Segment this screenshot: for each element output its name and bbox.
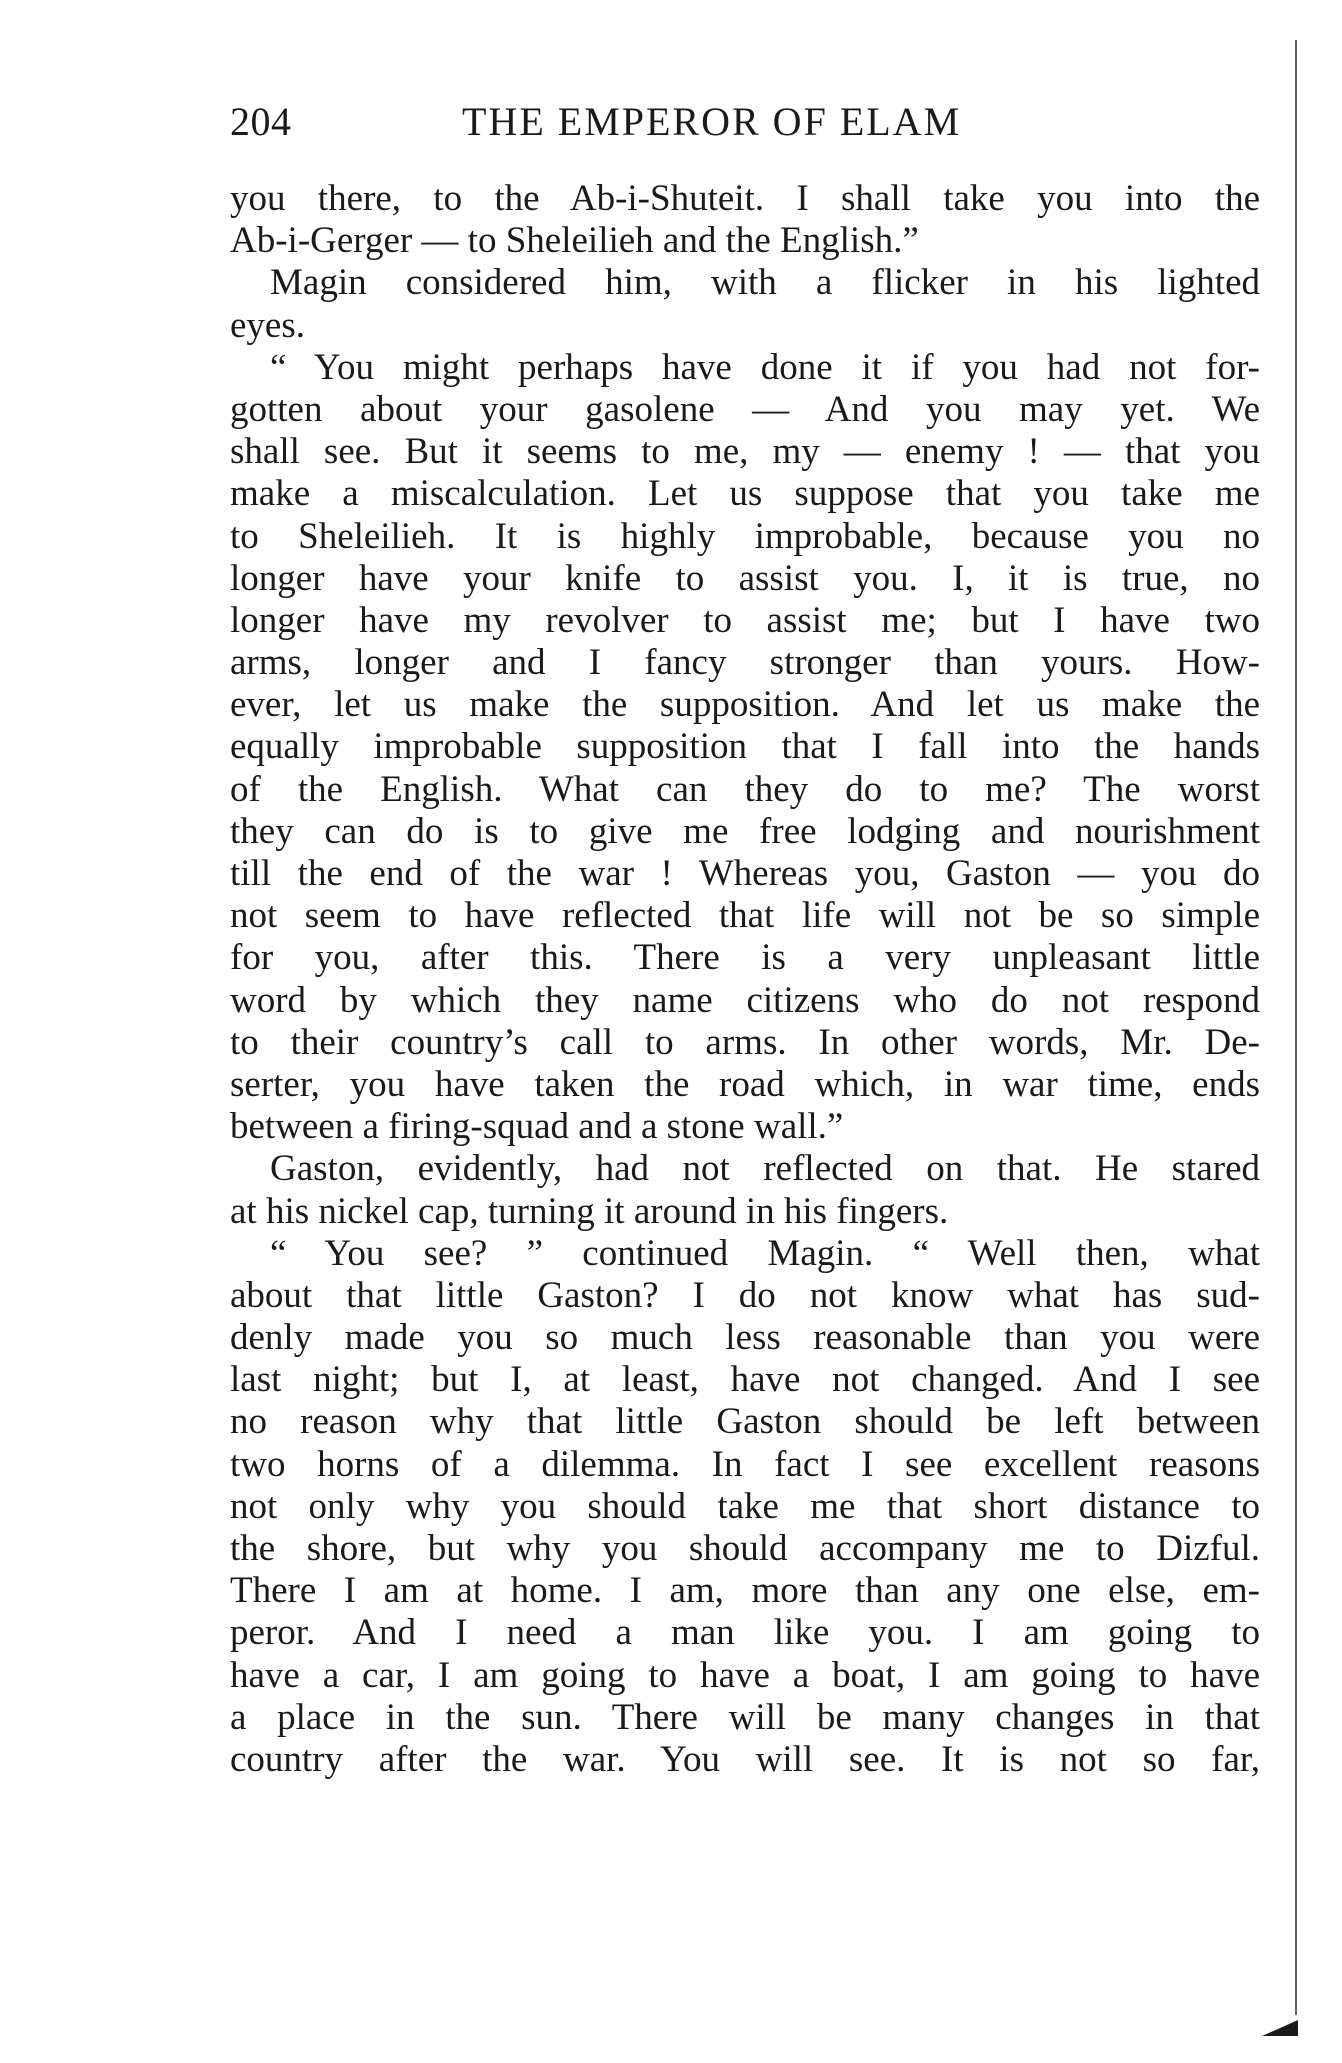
text-line: till the end of the war ! Whereas you, Gaston — you do: [230, 853, 1260, 894]
text-line: no reason why that little Gaston should be left between: [230, 1401, 1260, 1443]
running-title: THE EMPEROR OF ELAM: [462, 99, 962, 144]
text-line: have a car, I am going to have a boat, I am going to have: [230, 1654, 1260, 1696]
text-line: to their country’s call to arms. In other words, Mr. De-: [230, 1021, 1260, 1063]
page-header: [230, 98, 1260, 158]
text-line: eyes.: [230, 304, 305, 346]
text-line: serter, you have taken the road which, in war time, ends: [230, 1063, 1260, 1105]
text-line: equally improbable supposition that I fall into the hands: [230, 726, 1260, 768]
text-line: not only why you should take me that short distance to: [230, 1485, 1260, 1527]
page-edge-rule: [1295, 40, 1297, 2015]
text-line: you there, to the Ab-i-Shuteit. I shall take you into the: [230, 178, 1260, 219]
text-line: not seem to have reflected that life will not be so simple: [230, 895, 1260, 937]
text-line: denly made you so much less reasonable than you were: [230, 1317, 1260, 1359]
text-line: last night; but I, at least, have not changed. And I see: [230, 1359, 1260, 1401]
text-line: ever, let us make the supposition. And let us make the: [230, 684, 1260, 726]
text-line: about that little Gaston? I do not know what has sud-: [230, 1274, 1260, 1316]
text-line: longer have your knife to assist you. I, it is true, no: [230, 557, 1260, 599]
text-line: between a firing-squad and a stone wall.”: [230, 1106, 844, 1148]
text-line: “ You see? ” continued Magin. “ Well then, what: [270, 1232, 1260, 1274]
text-line: Gaston, evidently, had not reflected on that. He stared: [270, 1148, 1260, 1190]
text-line: the shore, but why you should accompany me to Dizful.: [230, 1528, 1260, 1569]
text-line: two horns of a dilemma. In fact I see excellent reasons: [230, 1443, 1260, 1485]
text-line: shall see. But it seems to me, my — enemy ! — that you: [230, 431, 1260, 473]
text-line: of the English. What can they do to me? The worst: [230, 768, 1260, 810]
text-line: to Sheleilieh. It is highly improbable, because you no: [230, 515, 1260, 557]
text-line: arms, longer and I fancy stronger than yours. How-: [230, 642, 1260, 684]
text-line: at his nickel cap, turning it around in his fingers.: [230, 1190, 949, 1232]
text-line: There I am at home. I am, more than any one else, em-: [230, 1570, 1260, 1612]
text-line: make a miscalculation. Let us suppose that you take me: [230, 473, 1260, 515]
text-line: longer have my revolver to assist me; but I have two: [230, 599, 1260, 641]
page-corner-mark: [1262, 2020, 1298, 2036]
text-line: peror. And I need a man like you. I am going to: [230, 1612, 1260, 1654]
text-line: for you, after this. There is a very unpleasant little: [230, 937, 1260, 979]
text-line: word by which they name citizens who do not respond: [230, 979, 1260, 1021]
text-line: they can do is to give me free lodging and nourishment: [230, 810, 1260, 852]
text-line: “ You might perhaps have done it if you had not for-: [270, 346, 1260, 388]
text-line: Magin considered him, with a flicker in his lighted: [270, 262, 1260, 304]
text-line: a place in the sun. There will be many changes in that: [230, 1696, 1260, 1738]
text-line: Ab-i-Gerger — to Sheleilieh and the English.”: [230, 220, 919, 262]
page-number: 204: [230, 99, 292, 144]
text-line: country after the war. You will see. It is not so far,: [230, 1738, 1260, 1780]
text-line: gotten about your gasolene — And you may yet. We: [230, 388, 1260, 430]
body-text: [230, 178, 1260, 1781]
